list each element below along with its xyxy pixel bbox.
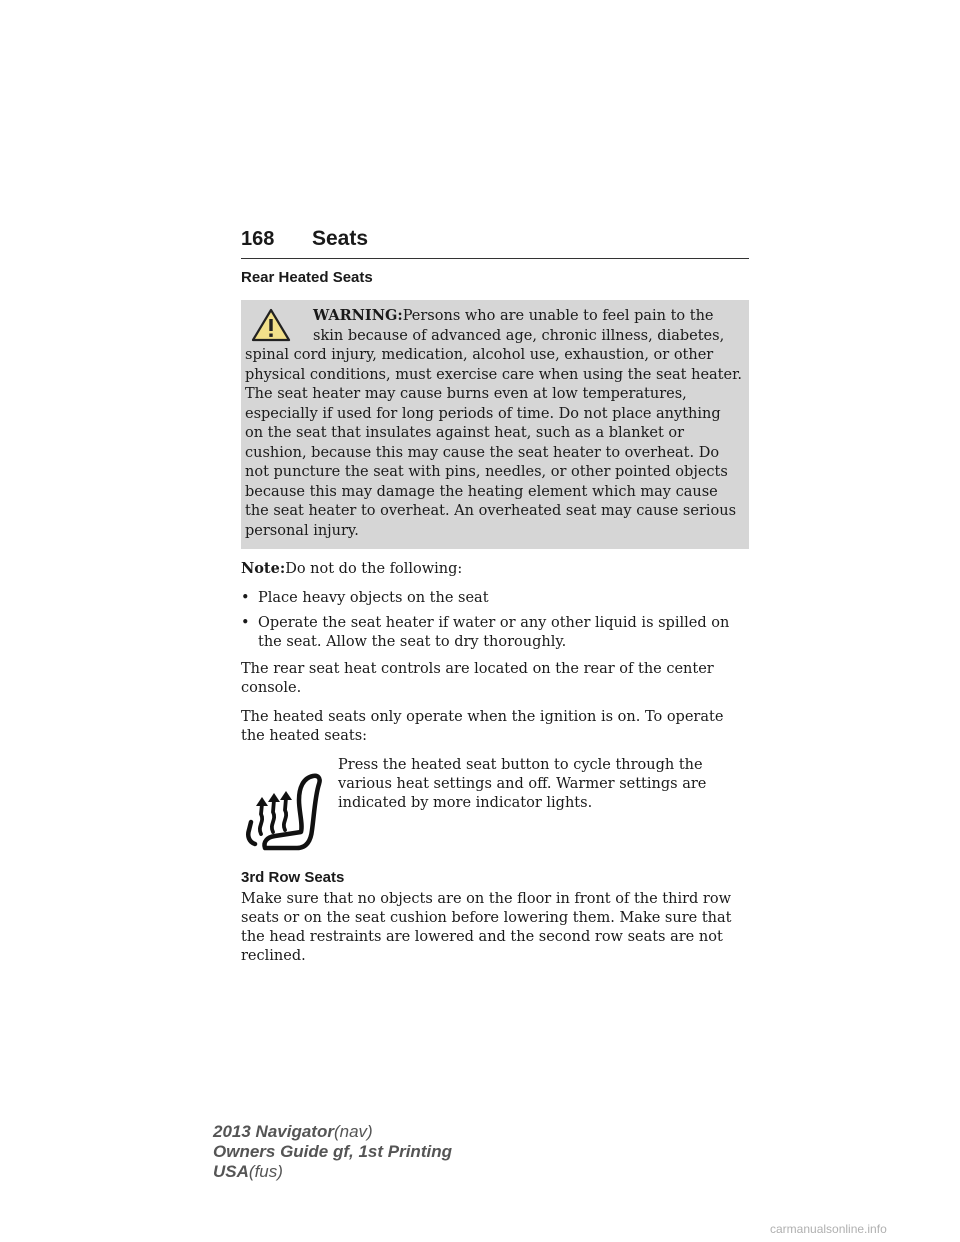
- footer-line-3: USA(fus): [213, 1162, 283, 1181]
- ignition-paragraph: The heated seats only operate when the ignition is on. To operate the heated seats:: [241, 709, 724, 744]
- note-paragraph: [241, 559, 749, 579]
- warning-triangle-icon: [251, 308, 291, 342]
- footer-line-1: 2013 Navigator(nav): [213, 1122, 373, 1141]
- note-label: Note:: [241, 560, 286, 577]
- bullet-icon: •: [241, 615, 250, 631]
- section-heading-rear-heated-seats: Rear Heated Seats: [241, 269, 373, 286]
- controls-location-paragraph: The rear seat heat controls are located on the rear of the center console.: [241, 661, 714, 696]
- bullet-list: [241, 589, 749, 652]
- page-number: 168: [241, 228, 275, 250]
- watermark: carmanualsonline.info: [770, 1222, 887, 1236]
- list-item: • Operate the seat heater if water or any other liquid is spilled on the seat. Allow the seat to dry thoroughly.: [241, 615, 730, 650]
- heated-seat-button-instructions: Press the heated seat button to cycle through the various heat settings and off. Warmer settings are indicated by more indicator lights.: [338, 757, 707, 811]
- warning-text: Persons who are unable to feel pain to the skin because of advanced age, chronic illness, diabetes, spinal cord injury, medication, alcohol use, exhaustion, or other physical conditions, must exercise care when using the seat heater. The seat heater may cause burns even at low temperatures, especially if used for long periods of time. Do not place anything on the seat that insulates against heat, such as a blanket or cushion, because this may cause the seat heater to overheat. Do not puncture the seat with pins, needles, or other pointed objects because this may damage the heating element which may cause the seat heater to overheat. An overheated seat may cause serious personal injury.: [245, 308, 743, 539]
- heated-seat-button-block: [241, 756, 749, 862]
- list-item: • Place heavy objects on the seat: [241, 590, 489, 606]
- heated-seat-icon: [241, 770, 325, 854]
- warning-box: [241, 300, 749, 549]
- footer-line-2: Owners Guide gf, 1st Printing: [213, 1142, 452, 1161]
- chapter-title: Seats: [312, 227, 369, 250]
- note-text: Do not do the following:: [285, 561, 463, 577]
- page-header: [241, 226, 749, 259]
- warning-label: WARNING:: [313, 307, 403, 324]
- section-heading-third-row: 3rd Row Seats: [241, 869, 345, 886]
- bullet-icon: •: [241, 590, 250, 606]
- third-row-paragraph: Make sure that no objects are on the floor in front of the third row seats or on the seat cushion before lowering them. Make sure that the head restraints are lowered and the second row seats are not reclined.: [241, 891, 732, 964]
- page-content: [241, 268, 749, 976]
- document-footer: [213, 1122, 452, 1182]
